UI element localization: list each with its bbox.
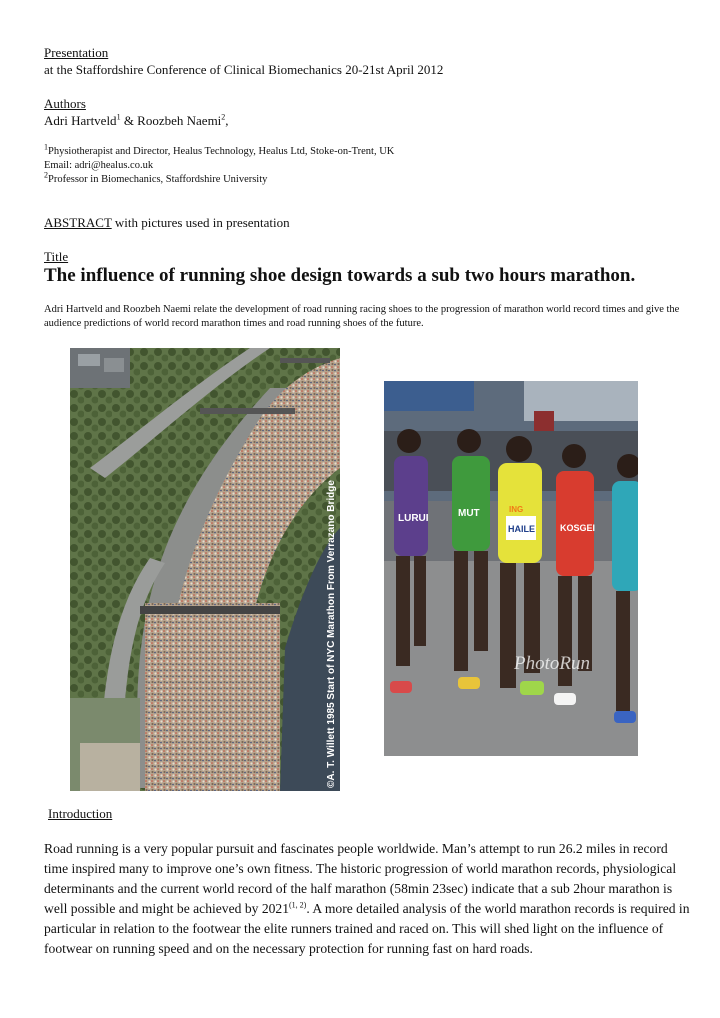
abstract-label: ABSTRACT <box>44 215 112 230</box>
introduction-text <box>44 839 694 959</box>
presentation-text: at the Staffordshire Conference of Clinical Biomechanics 20-21st April 2012 <box>44 62 444 77</box>
affiliation-1-sup: 1 <box>44 142 48 152</box>
bib-mut: MUT <box>458 508 480 519</box>
elite-runners-photo <box>384 381 638 756</box>
presentation-block <box>44 44 443 78</box>
author-2-sup: 2 <box>221 112 226 122</box>
summary-text: Adri Hartveld and Roozbeh Naemi relate the development of road running racing shoes to the progression of marathon world record times and give the audience predictions of world record marathon times and road running shoes of the future. <box>44 304 680 329</box>
bib-ing: ING <box>509 505 524 514</box>
title-label: Title <box>44 249 69 264</box>
abstract-line <box>44 214 290 231</box>
bib-lurui: LURUI <box>398 513 429 524</box>
photo1-caption: ©A. T. Willett 1985 Start of NYC Marathon From Verrazano Bridge <box>326 480 337 788</box>
affiliations-block <box>44 142 395 187</box>
affiliation-1-text: Physiotherapist and Director, Healus Technology, Healus Ltd, Stoke-on-Trent, UK <box>48 146 395 157</box>
photo2-watermark: PhotoRun <box>514 653 590 674</box>
marathon-bridge-photo <box>70 348 340 791</box>
affiliation-2-sup: 2 <box>44 170 48 180</box>
intro-part-1: Road running is a very popular pursuit and fascinates people worldwide. Man’s attempt to run 26.2 miles in record time inspired many to improve one’s own fitness. The historic progression of world marathon records, physiological determinants and the current world record of the half marathon (58min 23sec) indicate that a sub 2hour marathon is well possible and might be achieved by 2021 <box>44 841 677 916</box>
author-email: Email: adri@healus.co.uk <box>44 160 154 171</box>
bridge-illustration <box>70 348 340 791</box>
bib-kosgei: KOSGEI <box>560 523 596 533</box>
abstract-text: with pictures used in presentation <box>111 215 290 230</box>
bib-haile: HAILE <box>508 524 535 534</box>
author-1-sup: 1 <box>116 112 121 122</box>
authors-line <box>44 112 229 129</box>
affiliation-2-text: Professor in Biomechanics, Staffordshire University <box>48 174 268 185</box>
affiliation-2 <box>44 170 394 187</box>
introduction-label: Introduction <box>48 806 113 821</box>
authors-label: Authors <box>44 96 86 111</box>
intro-ref: (1, 2) <box>289 900 307 910</box>
runners-illustration <box>384 381 638 756</box>
paper-title: The influence of running shoe design towards a sub two hours marathon. <box>44 265 636 286</box>
authors-trail: , <box>225 113 229 128</box>
author-sep: & Roozbeh Naemi <box>120 113 222 128</box>
authors-block <box>44 95 229 129</box>
affiliation-1 <box>44 142 395 159</box>
presentation-label: Presentation <box>44 45 109 60</box>
intro-part-2: . A more detailed analysis of the world marathon records is required in particular in relation to the footwear the elite runners trained and raced on. This will shed light on the influence of footwear on running speed and on the necessary protection for running fast on hard roads. <box>44 901 690 956</box>
author-1: Adri Hartveld <box>44 113 117 128</box>
